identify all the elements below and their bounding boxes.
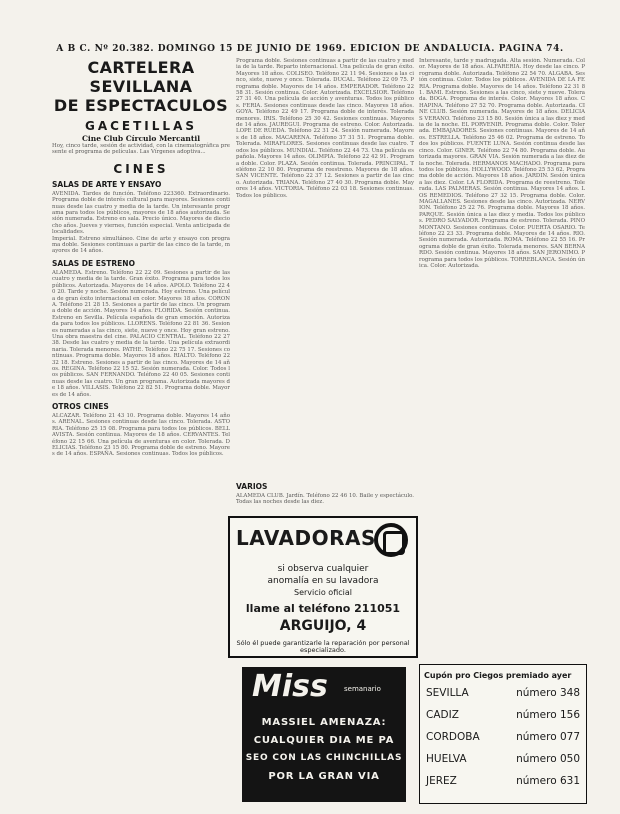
lavadoras-advertisement: [228, 516, 418, 658]
miss-headline-1: MASSIEL AMENAZA:: [261, 717, 387, 728]
cupon-city: CADIZ: [426, 709, 459, 721]
column-left: [52, 58, 230, 808]
cupon-number: número 050: [516, 753, 580, 765]
gacetillas-subheading: Cine Club Círculo Mercantil: [81, 134, 201, 143]
gacetillas-heading: GACETILLAS: [84, 119, 197, 133]
cupon-row: [426, 753, 580, 765]
salas-estreno-paragraph: ALAMEDA. Estreno. Teléfono 22 22 09. Sesiones a partir de las cuatro y media de la tarde. Gran éxito. Programa para todos los públicos. Autorizada. Mayores de 14 años. APOLO. Teléfono 22 40 20. Tarde y noche. Sesión numerada. Hoy estreno. Una película de gran éxito internacional en color. Mayores 18 años. CORONA. Teléfono 21 28 15. Sesiones a partir de las cinco. Un programa doble de acción. Mayores 14 años. FLORIDA. Sesión continua. Estreno en Sevilla. Película española de gran emoción. Autorizada para todos los públicos. LLORENS. Teléfono 22 81 36. Sesiones numeradas a las cinco, siete, nueve y once. Hoy gran estreno. Una obra maestra del cine. PALACIO CENTRAL. Teléfono 22 27 38. Desde las cuatro y media de la tarde. Una película extraordinaria. Tolerada menores. PATHE. Teléfono 22 75 17. Sesiones continuas. Programa doble. Mayores 18 años. RIALTO. Teléfono 22 32 18. Estreno. Sesiones a partir de las cinco. Mayores de 14 años. REGINA. Teléfono 22 15 52. Sesión numerada. Color. Todos los públicos. SAN FERNANDO. Teléfono 22 40 05. Sesiones continuas desde las cuatro. Un gran programa. Autorizada mayores de 18 años. VILLASIS. Teléfono 22 82 51. Programa doble. Mayores de 14 años.: [52, 269, 230, 398]
lavadoras-title: LAVADORAS: [236, 526, 376, 550]
intro-paragraph: Hoy, cinco tarde, sesión de actividad, con la cinematográfica presente el programa de películas. Las Vírgenes adoptiva...: [52, 143, 230, 156]
varios-block: [236, 482, 414, 512]
lavadoras-line-1: si observa cualquier: [277, 564, 369, 574]
middle-listings-paragraph: Programa doble. Sesiones continuas a partir de las cuatro y media de la tarde. Reparto internacional. Una película de gran éxito. Mayores 18 años. COLISEO. Teléfono 22 11 94. Sesiones a las cinco, siete, nueve y once. Tolerada. DUCAL. Teléfono 22 09 75. Programa doble. Mayores de 14 años. EMPERADOR. Teléfono 22 58 31. Sesión continua. Color. Autorizada. EXCELSIOR. Teléfono 27 31 40. Una película de acción y aventuras. Todos los públicos. FERIA. Sesiones continuas desde las cinco. Mayores 18 años. GOYA. Teléfono 22 49 17. Programa doble de interés. Tolerada menores. IRIS. Teléfono 25 30 42. Sesiones continuas. Mayores de 14 años. JAUREGUI. Programa de estreno. Color. Autorizada. LOPE DE RUEDA. Teléfono 22 31 24. Sesión numerada. Mayores de 18 años. MACARENA. Teléfono 37 31 51. Programa doble. Tolerada. MIRAFLORES. Sesiones continuas desde las cuatro. Todos los públicos. MUNDIAL. Teléfono 22 44 73. Una película española. Mayores 14 años. OLIMPIA. Teléfono 22 42 91. Programa doble. Color. PLAZA. Sesión continua. Tolerada. PRINCIPAL. Teléfono 22 10 80. Programa de reestreno. Mayores de 18 años. SAN VICENTE. Teléfono 22 37 12. Sesiones a partir de las cinco. Autorizada. TRIANA. Teléfono 27 40 30. Programa doble. Mayores 14 años. VICTORIA. Teléfono 22 03 18. Sesiones continuas. Todos los públicos.: [236, 58, 414, 199]
miss-headline-4: POR LA GRAN VIA: [268, 771, 380, 782]
page-header: A B C. Nº 20.382. DOMINGO 15 DE JUNIO DE 1969. EDICION DE ANDALUCIA. PAGINA 74.: [56, 44, 564, 54]
column-middle: [236, 58, 414, 510]
salas-arte-paragraph-2: Imperial. Estreno simultáneo. Cine de arte y ensayo con programa doble. Sesiones continuas a partir de las cinco de la tarde, mayores de 14 años.: [52, 235, 230, 255]
cupon-row: [426, 687, 580, 699]
varios-heading: VARIOS: [236, 482, 268, 491]
brand-logo-icon: [374, 523, 408, 557]
cupon-ciegos-box: [419, 664, 587, 804]
miss-advertisement: [242, 667, 406, 802]
lavadoras-line-2: anomalía en su lavadora: [267, 576, 379, 586]
salas-arte-paragraph: AVENIDA. Tardes de función. Teléfono 223360. Extraordinario. Programa doble de interés cultural para mayores. Sesiones continuas desde las cuatro y media de la tarde. Un interesante programa para todos los públicos, mayores de 18 años autorizada. Sesión numerada. Estreno en sala. Precio único. Mayores de dieciocho años. Jueves y viernes, función especial. Venta anticipada de localidades.: [52, 190, 230, 236]
column-right: [419, 58, 585, 656]
salas-arte-heading: SALAS DE ARTE Y ENSAYO: [52, 179, 162, 189]
cupon-city: CORDOBA: [426, 731, 480, 743]
cupon-number: número 156: [516, 709, 580, 721]
miss-headline-3: SEO CON LAS CHINCHILLAS: [245, 753, 403, 763]
right-listings-paragraph: Interesante, tarde y madrugada. Alta sesión. Numerada. Color. Mayores de 18 años. ALFARERIA. Hoy desde las cinco. Programa doble. Autorizada. Teléfono 22 54 70. ALGABA. Sesión continua. Color. Todos los públicos. AVENIDA DE LA FERIA. Programa doble. Mayores de 14 años. Teléfono 22 31 81. BAMI. Estreno. Sesiones a las cinco, siete y nueve. Tolerada. BOGA. Programa de interés. Color. Mayores 18 años. CHAPINA. Teléfono 27 52 70. Programa doble. Autorizada. CINE CLUB. Sesión numerada. Mayores de 18 años. DELICIAS VERANO. Teléfono 23 15 80. Sesión única a las diez y media de la noche. EL PORVENIR. Programa doble. Color. Tolerada. EMBAJADORES. Sesiones continuas. Mayores de 14 años. ESTRELLA. Teléfono 25 46 02. Programa de estreno. Todos los públicos. FUENTE LUNA. Sesión continua desde las cinco. Color. GINER. Teléfono 22 74 80. Programa doble. Autorizada mayores. GRAN VIA. Sesión numerada a las diez de la noche. Tolerada. HERMANOS MACHADO. Programa para todos los públicos. HOLLYWOOD. Teléfono 25 53 62. Programa doble de acción. Mayores 18 años. JARDIN. Sesión única a las diez. Color. LA FLORIDA. Programa de reestreno. Tolerada. LAS PALMERAS. Sesión continua. Mayores 14 años. LOS REMEDIOS. Teléfono 27 32 15. Programa doble. Color. MAGALLANES. Sesiones desde las cinco. Autorizada. NERVION. Teléfono 25 22 76. Programa doble. Mayores 18 años. PARQUE. Sesión única a las diez y media. Todos los públicos. PEDRO SALVADOR. Programa de estreno. Tolerada. PINO MONTANO. Sesiones continuas. Color. PUERTA OSARIO. Teléfono 22 23 33. Programa doble. Mayores de 14 años. RIO. Sesión numerada. Autorizada. ROMA. Teléfono 22 55 16. Programa doble de gran éxito. Tolerada menores. SAN BERNARDO. Sesión continua. Mayores 18 años. SAN JERONIMO. Programa para todos los públicos. TORREBLANCA. Sesión única. Color. Autorizada.: [419, 58, 585, 269]
cupon-city: SEVILLA: [426, 687, 469, 699]
miss-tagline: semanario: [344, 685, 381, 693]
cupon-row: [426, 731, 580, 743]
miss-logo: Miss: [252, 669, 328, 704]
otros-cines-heading: OTROS CINES: [52, 402, 109, 411]
cupon-city: JEREZ: [426, 775, 457, 787]
masthead-line2: DE ESPECTACULOS: [53, 96, 229, 115]
cupon-title: Cupón pro Ciegos premiado ayer: [424, 671, 572, 680]
cupon-row: [426, 709, 580, 721]
lavadoras-service-label: Servicio oficial: [294, 588, 352, 597]
miss-headline-2: CUALQUIER DIA ME PA: [253, 735, 395, 746]
cupon-city: HUELVA: [426, 753, 467, 765]
cupon-number: número 077: [516, 731, 580, 743]
lavadoras-phone: llame al teléfono 211051: [245, 602, 401, 615]
masthead-line1: CARTELERA SEVILLANA: [87, 58, 195, 96]
cupon-number: número 348: [516, 687, 580, 699]
cupon-row: [426, 775, 580, 787]
varios-paragraph: ALAMEDA CLUB. Jardín. Teléfono 22 46 10. Baile y espectáculo. Todas las noches desde las diez.: [236, 493, 414, 506]
cupon-number: número 631: [516, 775, 580, 787]
lavadoras-footnote: Sólo él puede garantizarle la reparación por personal especializado.: [236, 639, 410, 654]
otros-cines-paragraph: ALCAZAR. Teléfono 21 43 10. Programa doble. Mayores 14 años. ARENAL. Sesiones continuas desde las cinco. Tolerada. ASTORIA. Teléfono 25 15 08. Programa para todos los públicos. BELLAVISTA. Sesión continua. Mayores de 18 años. CERVANTES. Teléfono 22 15 66. Una película de aventuras en color. Tolerada. DELICIAS. Teléfono 23 15 80. Programa doble de estreno. Mayores de 14 años. ESPAÑA. Sesiones continuas. Todos los públicos.: [52, 413, 230, 458]
cines-heading: CINES: [113, 161, 169, 176]
salas-estreno-heading: SALAS DE ESTRENO: [52, 258, 135, 268]
lavadoras-address: ARGUIJO, 4: [279, 618, 367, 634]
